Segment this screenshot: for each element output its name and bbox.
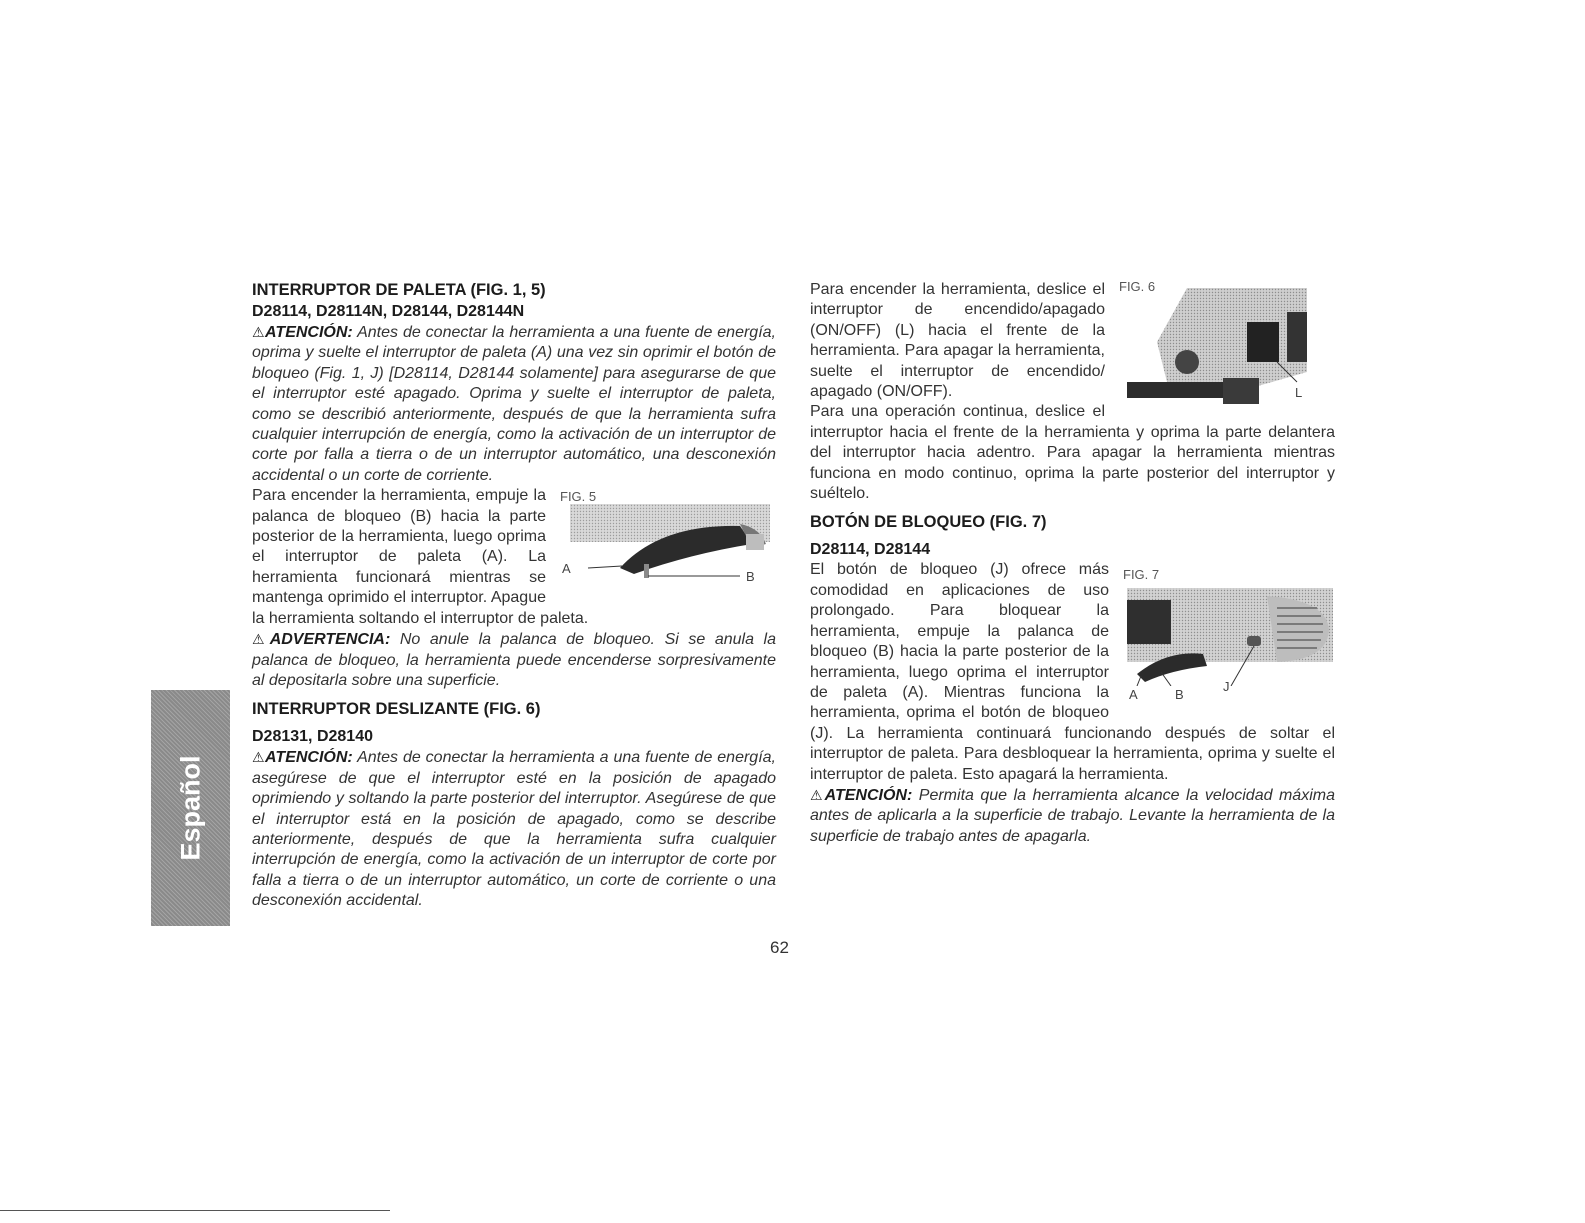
- slide-caution: [252, 747, 776, 911]
- caution-warning-icon: ⚠: [252, 324, 266, 340]
- paddle-caution: [252, 322, 776, 486]
- grinder-lock-button-illustration: [1127, 586, 1333, 686]
- callout-b: B: [1175, 687, 1184, 703]
- callout-a: A: [1129, 687, 1138, 703]
- caution-warning-icon: ⚠: [252, 749, 266, 766]
- warning-label: ADVERTENCIA:: [269, 631, 391, 649]
- callout-l: L: [1295, 385, 1303, 400]
- paddle-warning: [252, 629, 776, 691]
- continuous-operation-text: Para una operación continua, deslice el interruptor hacia el frente de la herramienta y oprima la parte delantera del interruptor hacia adentro. Para apagar la herramienta mientras funciona en modo continuo, oprima la parte posterior del interruptor y suéltelo.: [810, 403, 1335, 503]
- lock-caution: [810, 785, 1335, 847]
- caution-text: Antes de conectar la herramienta a una fuente de energía, oprima y suelte el interruptor de paleta (A) una vez sin oprimir el botón de bloqueo (Fig. 1, J) [D28114, D28144 solamente] para asegurarse de que el interruptor esté apagado. Oprima y suelte el interruptor de paleta, como se describió anteriormente, después de que la herramienta sufra cualquier interrupción de energía, como la activación de un interruptor de corte por falla a tierra o de un interruptor automático, una desconexión accidental o un corte de corriente.: [252, 324, 776, 484]
- figure-7-label: FIG. 7: [1123, 567, 1160, 583]
- caution-text: Permita que la herramienta alcance la velocidad máxima antes de aplicarla a la superficie de trabajo. Levante la herramienta de la superficie de trabajo antes de apagarla.: [810, 786, 1335, 845]
- paddle-operation-text: Para encender la herramienta, empuje la palanca de bloqueo (B) hacia la parte posterior de la herramienta, luego oprima el interruptor de paleta (A). La herramienta funcionará mientras se mantenga oprimido el interruptor. Apague la herramienta soltando el interruptor de paleta.: [252, 487, 589, 627]
- paddle-switch-models: D28114, D28114N, D28144, D28144N: [252, 303, 525, 320]
- figure-5: [560, 490, 776, 598]
- left-column: [252, 280, 776, 912]
- figure-7: [1123, 562, 1335, 710]
- warning-icon: ⚠: [252, 631, 270, 648]
- page-number: 62: [770, 938, 789, 957]
- caution-text: Antes de conectar la herramienta a una fuente de energía, asegúrese de que el interruptor esté en la posición de apagado oprimiendo y soltando la parte posterior del interruptor. Asegúrese de que el interruptor está en la posición de apagado, como se describe anteriormente, después de que la herramienta sufra cualquier interrupción de energía, como la activación de un interruptor de corte por falla a tierra o de un interruptor automático, un corte de corriente o una desconexión accidental.: [252, 749, 776, 910]
- slide-switch-models: D28131, D28140: [252, 728, 373, 746]
- slide-switch-heading: INTERRUPTOR DESLIZANTE (FIG. 6): [252, 700, 541, 719]
- caution-label: ATENCIÓN:: [824, 786, 913, 804]
- slide-operation-text: Para encender la herramienta, deslice el interruptor de encendido/apagado (ON/OFF) (L) hacia el frente de la herramienta. Para apagar la herramienta, suelte el interruptor de encendido/ apagado (ON/OFF).: [810, 281, 1105, 401]
- figure-6-label: FIG. 6: [1119, 279, 1156, 294]
- grinder-paddle-illustration: [570, 504, 770, 584]
- right-column: [810, 280, 1335, 847]
- caution-warning-icon: ⚠: [810, 786, 825, 803]
- language-side-tab: [151, 690, 230, 926]
- caution-label: ATENCIÓN:: [265, 324, 353, 341]
- callout-a: A: [562, 561, 571, 577]
- figure-5-label: FIG. 5: [560, 489, 597, 505]
- caution-label: ATENCIÓN:: [265, 749, 353, 767]
- lock-button-text: El botón de bloqueo (J) ofrece más comodidad en aplicaciones de uso prolongado. Para bloquear la herramienta, empuje la palanca de bloqueo (B) hacia la parte posterior de la herramienta, luego oprima el interruptor de paleta (A). Mientras funciona la herramienta, oprima el botón de bloqueo (J). La herramienta continuará funcionando después de soltar el interruptor de paleta. Para desbloquear la herramienta, oprima y suelte el interruptor de paleta. Esto apagará la herramienta.: [810, 561, 1335, 783]
- callout-j: J: [1223, 679, 1230, 695]
- warning-text: No anule la palanca de bloqueo. Si se anula la palanca de bloqueo, la herramienta puede encenderse sorpresivamente al depositarla sobre una superficie.: [252, 631, 776, 689]
- lock-button-models: D28114, D28144: [810, 541, 931, 559]
- bottom-rule: [0, 1210, 390, 1211]
- lock-button-heading: BOTÓN DE BLOQUEO (FIG. 7): [810, 513, 1047, 532]
- figure-6: [1119, 280, 1335, 420]
- grinder-slide-switch-illustration: [1127, 282, 1307, 412]
- language-tab-label: Español: [175, 755, 205, 861]
- paddle-switch-heading: INTERRUPTOR DE PALETA (FIG. 1, 5): [252, 281, 546, 299]
- callout-b: B: [746, 569, 755, 585]
